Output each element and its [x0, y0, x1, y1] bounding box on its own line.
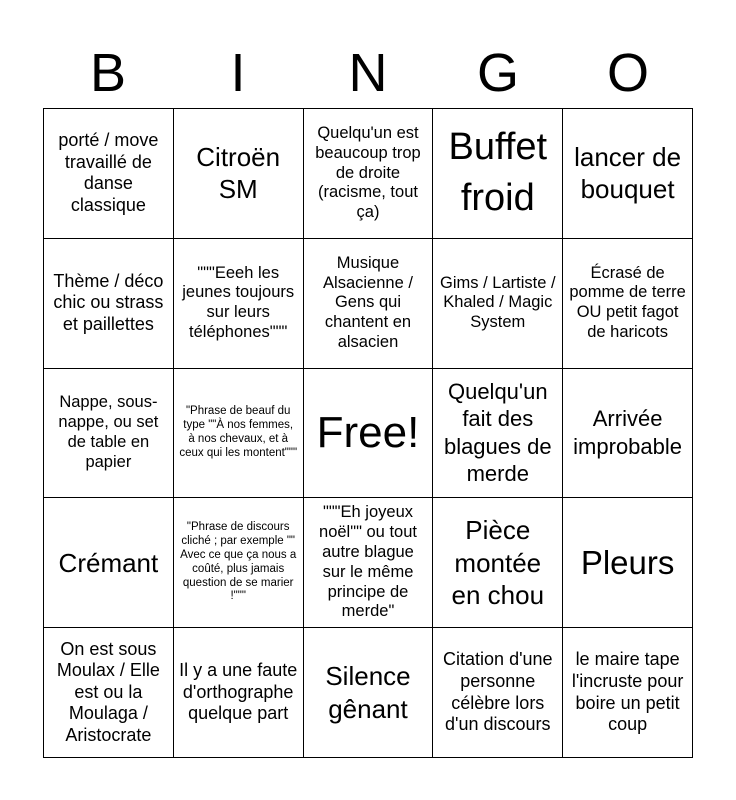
bingo-cell-r0c0[interactable]: [44, 109, 174, 239]
bingo-title: [43, 38, 693, 108]
cell-text: Pièce montée en chou: [451, 515, 545, 611]
bingo-cell-r1c3[interactable]: [433, 239, 563, 369]
bingo-cell-r2c1[interactable]: [174, 369, 304, 499]
bingo-cell-r2c3[interactable]: [433, 369, 563, 499]
cell-text: Citation d'une personne célèbre lors d'un discours: [443, 649, 553, 735]
bingo-cell-r4c1[interactable]: [174, 628, 304, 758]
cell-text: """Eh joyeux noël"" ou tout autre blague sur le même principe de merde": [319, 503, 417, 621]
title-letter-b: B: [89, 43, 127, 103]
title-letter-n: N: [348, 43, 388, 103]
cell-text: """Eeeh les jeunes toujours sur leurs téléphones""": [182, 263, 295, 341]
bingo-cell-r4c0[interactable]: [44, 628, 174, 758]
bingo-cell-r1c1[interactable]: [174, 239, 304, 369]
bingo-cell-r4c2[interactable]: [304, 628, 434, 758]
cell-text: Nappe, sous-nappe, ou set de table en papier: [58, 393, 159, 471]
bingo-cell-r0c4[interactable]: [563, 109, 693, 239]
title-letter-o: O: [606, 43, 649, 103]
bingo-cell-r0c3[interactable]: [433, 109, 563, 239]
bingo-cell-r1c4[interactable]: [563, 239, 693, 369]
bingo-cell-r4c4[interactable]: [563, 628, 693, 758]
cell-text: Il y a une faute d'orthographe quelque part: [179, 660, 298, 724]
cell-text: Quelqu'un est beaucoup trop de droite (racisme, tout ça): [315, 123, 421, 222]
bingo-cell-r1c2[interactable]: [304, 239, 434, 369]
cell-text: Crémant: [58, 547, 159, 578]
cell-text: Thème / déco chic ou strass et paillettes: [53, 270, 164, 334]
cell-text: Écrasé de pomme de terre OU petit fagot de haricots: [569, 263, 686, 341]
bingo-cell-r3c2[interactable]: [304, 498, 434, 628]
cell-text: Pleurs: [580, 544, 675, 582]
cell-text: On est sous Moulax / Elle est ou la Moulaga / Aristocrate: [56, 638, 160, 745]
cell-text: porté / move travaillé de danse classique: [58, 130, 159, 215]
cell-text: Gims / Lartiste / Khaled / Magic System: [440, 273, 556, 332]
cell-text: "Phrase de beauf du type ""À nos femmes, à nos chevaux, et à ceux qui les montent""": [179, 405, 298, 459]
cell-text: Arrivée improbable: [573, 406, 683, 459]
bingo-grid: [43, 108, 693, 758]
cell-text: Musique Alsacienne / Gens qui chantent en alsacien: [323, 253, 413, 351]
bingo-cell-r2c4[interactable]: [563, 369, 693, 499]
cell-text: lancer de bouquet: [574, 141, 682, 205]
cell-text: Silence gênant: [325, 661, 411, 724]
bingo-cell-r3c0[interactable]: [44, 498, 174, 628]
bingo-cell-free[interactable]: [304, 369, 434, 499]
bingo-cell-r3c1[interactable]: [174, 498, 304, 628]
title-letter-i: I: [230, 43, 246, 103]
bingo-cell-r1c0[interactable]: [44, 239, 174, 369]
cell-text: Buffet froid: [448, 126, 548, 220]
free-space-label: Free!: [316, 407, 420, 457]
bingo-cell-r4c3[interactable]: [433, 628, 563, 758]
cell-text: Quelqu'un fait des blagues de merde: [443, 378, 552, 487]
bingo-cell-r3c4[interactable]: [563, 498, 693, 628]
title-letter-g: G: [476, 43, 519, 103]
cell-text: le maire tape l'incruste pour boire un petit coup: [571, 649, 684, 735]
cell-text: Citroën SM: [196, 141, 281, 205]
bingo-cell-r0c1[interactable]: [174, 109, 304, 239]
bingo-cell-r2c0[interactable]: [44, 369, 174, 499]
bingo-cell-r0c2[interactable]: [304, 109, 434, 239]
bingo-cell-r3c3[interactable]: [433, 498, 563, 628]
cell-text: "Phrase de discours cliché ; par exemple "" Avec ce que ça nous a coûté, plus jamais question de se marier !""": [180, 521, 297, 603]
